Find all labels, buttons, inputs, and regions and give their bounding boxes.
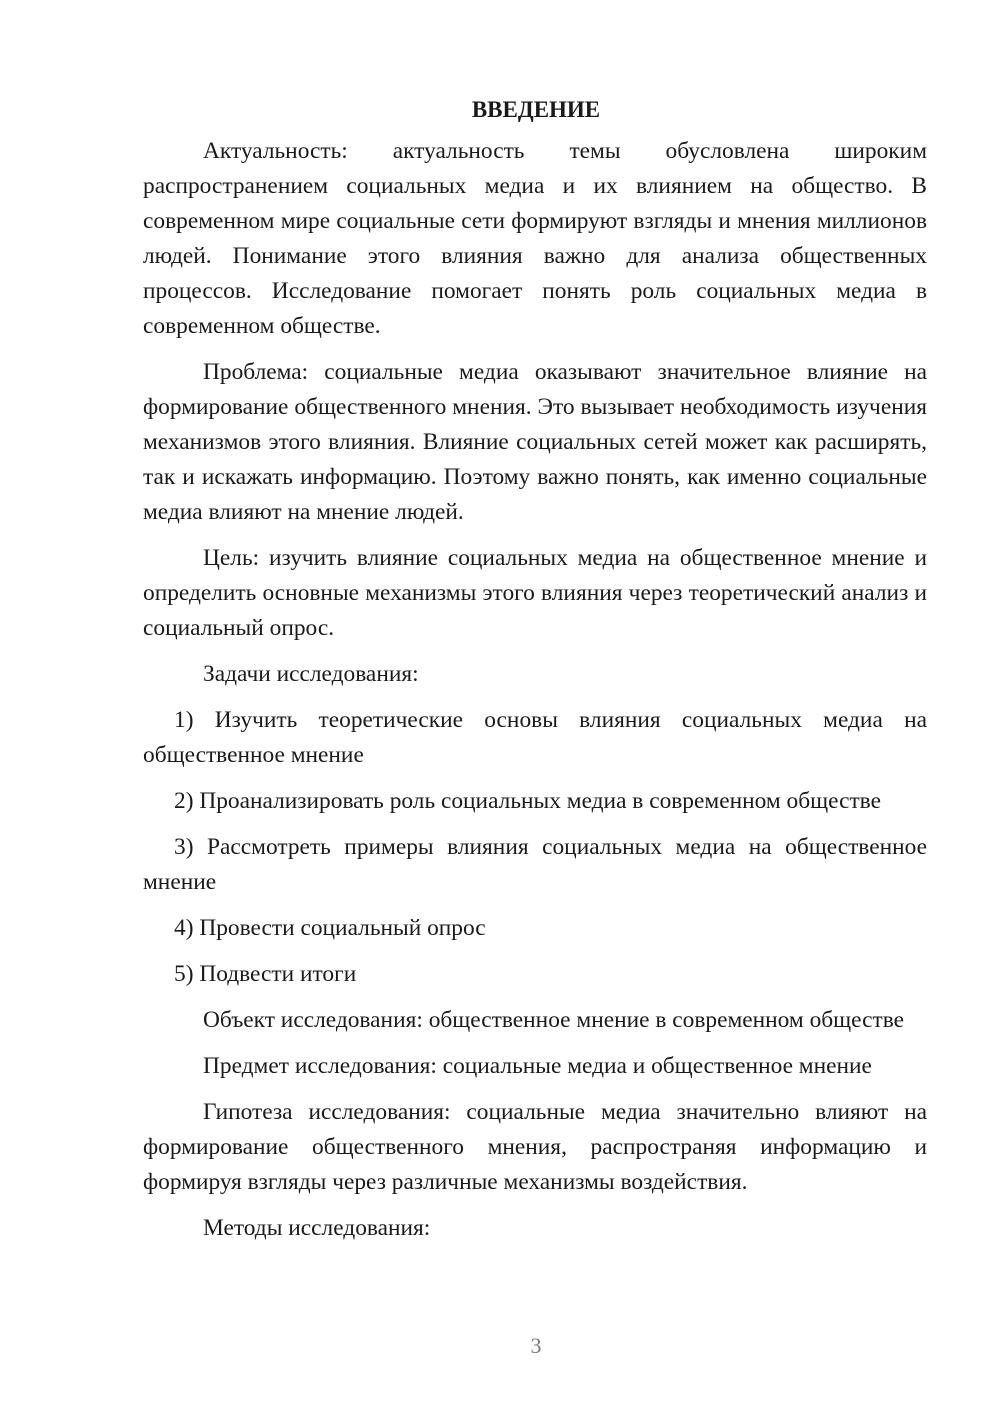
page-number: 3 bbox=[530, 1333, 542, 1358]
paragraph-subject: Предмет исследования: социальные медиа и общественное мнение bbox=[203, 1053, 872, 1079]
paragraph-goal: Цель: изучить влияние социальных медиа на общественное мнение и определить основные механизмы этого влияния через теоретический анализ и социальный опрос. bbox=[143, 545, 927, 641]
page-title: ВВЕДЕНИЕ bbox=[471, 97, 601, 122]
task-item-2: 2) Проанализировать роль социальных медиа в современном обществе bbox=[174, 788, 881, 814]
task-item-3: 3) Рассмотреть примеры влияния социальных медиа на общественное мнение bbox=[143, 834, 927, 895]
task-item-4: 4) Провести социальный опрос bbox=[174, 915, 486, 941]
paragraph-hypothesis: Гипотеза исследования: социальные медиа значительно влияют на формирование общественного мнения, распространяя информацию и формируя взгляды через различные механизмы воздействия. bbox=[143, 1099, 927, 1195]
task-item-1: 1) Изучить теоретические основы влияния социальных медиа на общественное мнение bbox=[143, 707, 927, 768]
paragraph-object: Объект исследования: общественное мнение в современном обществе bbox=[203, 1007, 905, 1033]
paragraph-relevance: Актуальность: актуальность темы обусловлена широким распространением социальных медиа и их влиянием на общество. В современном мире социальные сети формируют взгляды и мнения миллионов людей. Понимание этого влияния важно для анализа общественных процессов. Исследование помогает понять роль социальных медиа в современном обществе. bbox=[143, 138, 927, 339]
task-item-5: 5) Подвести итоги bbox=[174, 961, 357, 987]
tasks-heading: Задачи исследования: bbox=[203, 661, 419, 687]
methods-heading: Методы исследования: bbox=[203, 1215, 431, 1241]
document-page bbox=[143, 92, 927, 1257]
paragraph-problem: Проблема: социальные медиа оказывают значительное влияние на формирование общественного мнения. Это вызывает необходимость изучения механизмов этого влияния. Влияние социальных сетей может как расширять, так и искажать информацию. Поэтому важно понять, как именно социальные медиа влияют на мнение людей. bbox=[143, 359, 927, 525]
